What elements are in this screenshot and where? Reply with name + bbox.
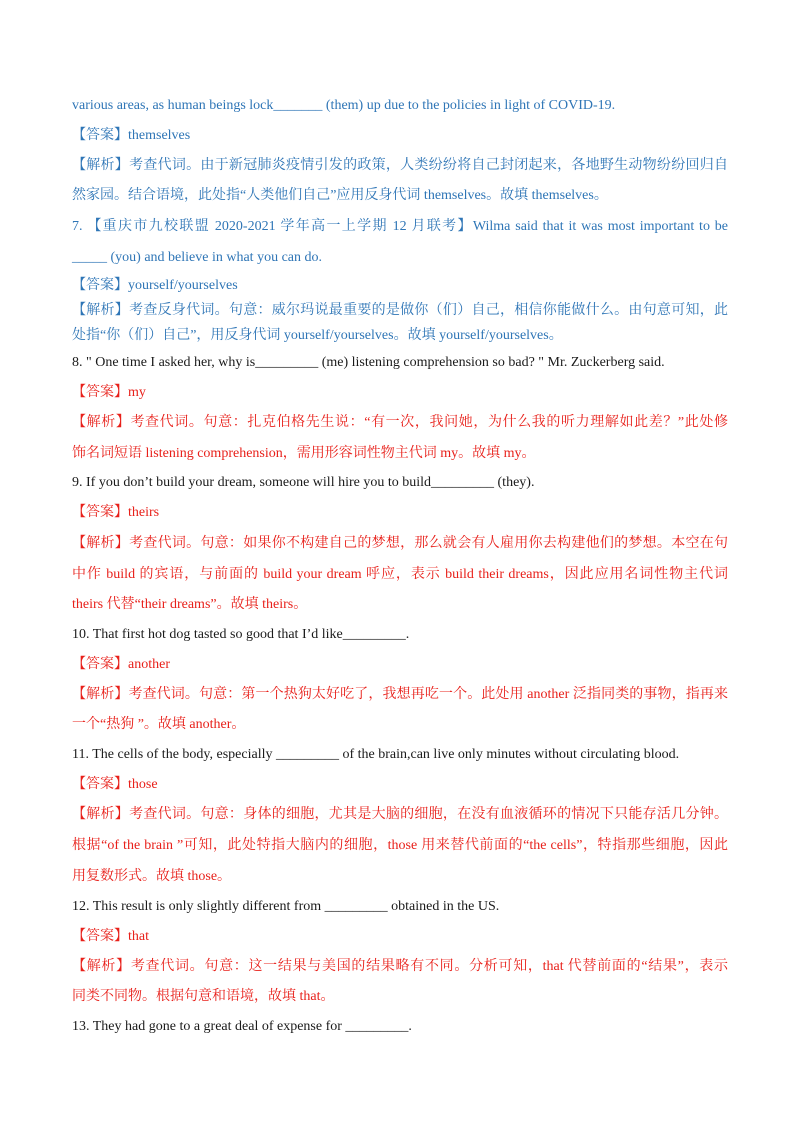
analysis-12-line-1: 【解析】考查代词。句意：这一结果与美国的结果略有不同。分析可知，that 代替前面的“结果”，表示 (72, 959, 728, 974)
question-12: 12. This result is only slightly different from _________ obtained in the US. (72, 899, 500, 914)
answer-12: 【答案】that (72, 929, 149, 944)
analysis-6-line-2: 然家园。结合语境，此处指“人类他们自己”应用反身代词 themselves。故填 themselves。 (72, 188, 608, 203)
analysis-7-line-1: 【解析】考查反身代词。句意：威尔玛说最重要的是做你（们）自己，相信你能做什么。由句意可知，此 (72, 303, 728, 318)
answer-8: 【答案】my (72, 385, 146, 400)
answer-9: 【答案】theirs (72, 505, 160, 520)
analysis-11-line-1: 【解析】考查代词。句意：身体的细胞，尤其是大脑的细胞，在没有血液循环的情况下只能存活几分钟。 (72, 807, 728, 822)
analysis-10-line-2: 一个“热狗 ”。故填 another。 (72, 717, 246, 732)
question-10: 10. That first hot dog tasted so good that I’d like_________. (72, 627, 410, 642)
answer-10: 【答案】another (72, 657, 170, 672)
analysis-6-line-1: 【解析】考查代词。由于新冠肺炎疫情引发的政策，人类纷纷将自己封闭起来，各地野生动物纷纷回归自 (72, 158, 728, 173)
question-6-continuation: various areas, as human beings lock_______ (them) up due to the policies in light of COVID-19. (72, 98, 616, 113)
analysis-12-line-2: 同类不同物。根据句意和语境，故填 that。 (72, 989, 335, 1004)
analysis-9-line-2: 中作 build 的宾语，与前面的 build your dream 呼应，表示 build their dreams，因此应用名词性物主代词 (72, 567, 728, 582)
answer-6: 【答案】themselves (72, 128, 191, 143)
analysis-11-line-2: 根据“of the brain ”可知，此处特指大脑内的细胞，those 用来替代前面的“the cells”，特指那些细胞，因此 (72, 838, 728, 853)
analysis-11-line-3: 用复数形式。故填 those。 (72, 869, 232, 884)
question-13: 13. They had gone to a great deal of expense for _________. (72, 1019, 412, 1034)
analysis-8-line-1: 【解析】考查代词。句意：扎克伯格先生说：“有一次，我问她，为什么我的听力理解如此差？”此处修 (72, 415, 728, 430)
answer-7: 【答案】yourself/yourselves (72, 278, 238, 293)
question-11: 11. The cells of the body, especially _________ of the brain,can live only minutes without circulating blood. (72, 747, 680, 762)
question-8: 8. " One time I asked her, why is_________ (me) listening comprehension so bad? " Mr. Zuckerberg said. (72, 355, 665, 370)
question-9: 9. If you don’t build your dream, someone will hire you to build_________ (they). (72, 475, 535, 490)
analysis-9-line-1: 【解析】考查代词。句意：如果你不构建自己的梦想，那么就会有人雇用你去构建他们的梦想。本空在句 (72, 536, 728, 551)
analysis-8-line-2: 饰名词短语 listening comprehension，需用形容词性物主代词 my。故填 my。 (72, 446, 536, 461)
analysis-10-line-1: 【解析】考查代词。句意：第一个热狗太好吃了，我想再吃一个。此处用 another 泛指同类的事物，指再来 (72, 687, 728, 702)
question-7-line-2: _____ (you) and believe in what you can do. (72, 250, 322, 265)
answer-11: 【答案】those (72, 777, 158, 792)
analysis-9-line-3: theirs 代替“their dreams”。故填 theirs。 (72, 597, 308, 612)
question-7-line-1: 7. 【重庆市九校联盟 2020-2021 学年高一上学期 12 月联考】Wilma said that it was most important to be (72, 219, 728, 234)
analysis-7-line-2: 处指“你（们）自己”，用反身代词 yourself/yourselves。故填 yourself/yourselves。 (72, 328, 563, 343)
